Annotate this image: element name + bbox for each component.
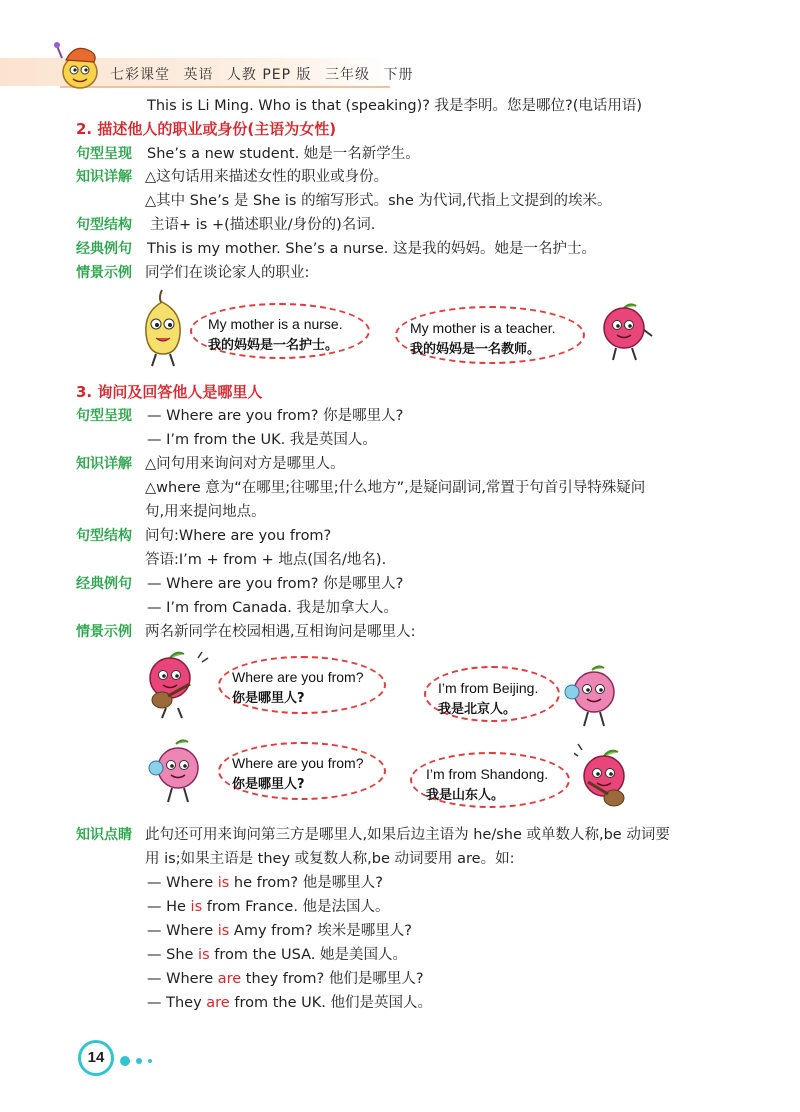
header-divider bbox=[60, 86, 390, 88]
section3-structure-line: 问句:Where are you from? bbox=[145, 528, 332, 544]
running-header bbox=[110, 64, 421, 84]
bubble-text-en: I’m from Shandong. bbox=[426, 766, 549, 782]
section3-detail-line: △问句用来询问对方是哪里人。 bbox=[145, 456, 345, 472]
section3-tip-line: 此句还可用来询问第三方是哪里人,如果后边主语为 he/she 或单数人称,be 动词要 bbox=[145, 827, 670, 843]
section2-title: 2. 描述他人的职业或身份(主语为女性) bbox=[76, 120, 337, 138]
bubble-text-en: My mother is a nurse. bbox=[208, 316, 343, 332]
section2-structure: 主语+ is +(描述职业/身份的)名词. bbox=[150, 217, 376, 233]
bubble-text-cn: 我是北京人。 bbox=[438, 702, 517, 717]
bubble-text-cn: 你是哪里人? bbox=[232, 691, 305, 706]
bubble-text-en: My mother is a teacher. bbox=[410, 320, 556, 336]
page-number: 14 bbox=[78, 1040, 114, 1076]
continuation-line: This is Li Ming. Who is that (speaking)? 我是李明。您是哪位?(电话用语) bbox=[147, 98, 643, 114]
apple-guitar-character-icon bbox=[140, 648, 212, 720]
section2-detail-line: △其中 She’s 是 She is 的缩写形式。she 为代词,代指上文提到的埃米。 bbox=[145, 193, 612, 209]
section2-example: This is my mother. She’s a nurse. 这是我的妈妈。她是一名护士。 bbox=[147, 241, 597, 257]
header-edition: 人教 PEP 版 bbox=[226, 67, 312, 83]
mascot-icon bbox=[54, 40, 106, 92]
section3-structure-line: 答语:I’m + from + 地点(国名/地名). bbox=[145, 552, 387, 568]
section3-pattern-line: — Where are you from? 你是哪里人? bbox=[147, 408, 404, 424]
decorative-dot-icon bbox=[148, 1059, 152, 1063]
be-verb: are bbox=[217, 971, 242, 987]
section3-detail-label: 知识详解 bbox=[76, 456, 132, 472]
tip-example-line: — Where is Amy from? 埃米是哪里人? bbox=[147, 923, 412, 939]
header-series: 七彩课堂 bbox=[110, 67, 170, 83]
tip-example-line: — They are from the UK. 他们是英国人。 bbox=[147, 995, 432, 1011]
bubble-text-en: Where are you from? bbox=[232, 669, 364, 685]
section3-example-line: — I’m from Canada. 我是加拿大人。 bbox=[147, 600, 398, 616]
be-verb: is bbox=[190, 899, 203, 915]
be-verb: is bbox=[217, 923, 230, 939]
section3-scene-label: 情景示例 bbox=[76, 624, 132, 640]
section3-example-label: 经典例句 bbox=[76, 576, 132, 592]
pear-character-icon bbox=[138, 288, 188, 368]
be-verb: is bbox=[217, 875, 230, 891]
apple-character-icon bbox=[596, 300, 656, 362]
bubble-text-cn: 你是哪里人? bbox=[232, 777, 305, 792]
section3-scene: 两名新同学在校园相遇,互相询问是哪里人: bbox=[145, 624, 416, 640]
section2-detail-line: △这句话用来描述女性的职业或身份。 bbox=[145, 169, 389, 185]
section3-detail-line: 句,用来提问地点。 bbox=[145, 504, 266, 520]
section3-pattern-line: — I’m from the UK. 我是英国人。 bbox=[147, 432, 377, 448]
bubble-text-cn: 我的妈妈是一名护士。 bbox=[208, 338, 339, 353]
section3-tip-label: 知识点睛 bbox=[76, 827, 132, 843]
header-subject: 英语 bbox=[183, 67, 214, 83]
apple-guitar-character-icon bbox=[574, 742, 646, 814]
tip-example-line: — He is from France. 他是法国人。 bbox=[147, 899, 390, 915]
tip-example-line: — She is from the USA. 她是美国人。 bbox=[147, 947, 407, 963]
section3-example-line: — Where are you from? 你是哪里人? bbox=[147, 576, 404, 592]
section2-structure-label: 句型结构 bbox=[76, 217, 132, 233]
bubble-text-en: I’m from Beijing. bbox=[438, 680, 539, 696]
section3-tip-line: 用 is;如果主语是 they 或复数人称,be 动词要用 are。如: bbox=[145, 851, 515, 867]
section2-scene: 同学们在谈论家人的职业: bbox=[145, 265, 310, 281]
section3-pattern-label: 句型呈现 bbox=[76, 408, 132, 424]
peach-headphone-character-icon bbox=[562, 664, 622, 730]
section2-scene-label: 情景示例 bbox=[76, 265, 132, 281]
be-verb: is bbox=[198, 947, 210, 963]
bubble-text-cn: 我是山东人。 bbox=[426, 788, 505, 803]
decorative-dot-icon bbox=[120, 1056, 130, 1066]
be-verb: are bbox=[206, 995, 230, 1011]
section2-pattern-label: 句型呈现 bbox=[76, 146, 132, 162]
section3-structure-label: 句型结构 bbox=[76, 528, 132, 544]
header-volume: 下册 bbox=[383, 67, 414, 83]
bubble-text-en: Where are you from? bbox=[232, 755, 364, 771]
peach-headphone-character-icon bbox=[146, 738, 212, 804]
header-grade: 三年级 bbox=[325, 67, 370, 83]
section3-title: 3. 询问及回答他人是哪里人 bbox=[76, 383, 263, 401]
section2-pattern: She’s a new student. 她是一名新学生。 bbox=[147, 146, 420, 162]
section2-detail-label: 知识详解 bbox=[76, 169, 132, 185]
section2-example-label: 经典例句 bbox=[76, 241, 132, 257]
tip-example-line: — Where are they from? 他们是哪里人? bbox=[147, 971, 424, 987]
decorative-dot-icon bbox=[136, 1058, 142, 1064]
section3-detail-line: △where 意为“在哪里;往哪里;什么地方”,是疑问副词,常置于句首引导特殊疑问 bbox=[145, 480, 646, 496]
tip-example-line: — Where is he from? 他是哪里人? bbox=[147, 875, 383, 891]
bubble-text-cn: 我的妈妈是一名教师。 bbox=[410, 342, 541, 357]
